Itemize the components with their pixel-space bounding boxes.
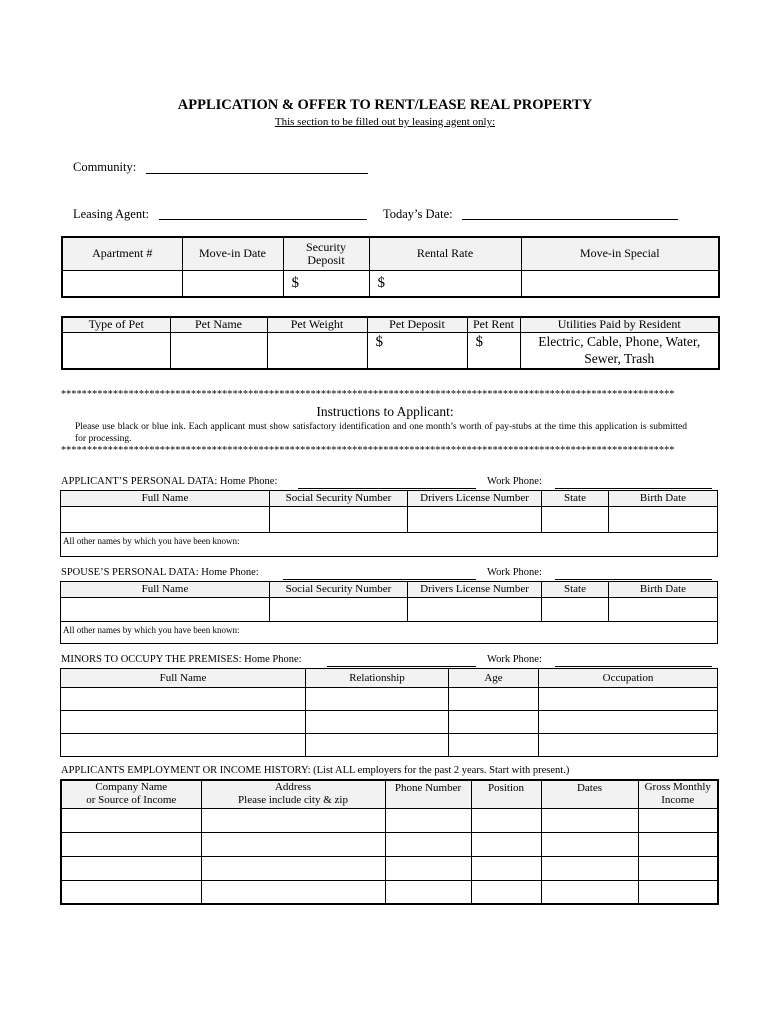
table-row [61, 711, 718, 734]
separator-bottom: ********************************************************************************************************************** [61, 445, 675, 456]
header-address [201, 780, 385, 808]
spouse-work-phone-field[interactable] [555, 579, 712, 580]
minors-section-label: MINORS TO OCCUPY THE PREMISES: Home Phone: [61, 654, 302, 665]
pet-table-row [62, 332, 719, 369]
header-ssn: Social Security Number [270, 491, 408, 507]
income-cell[interactable] [638, 808, 718, 832]
minor-relationship-cell[interactable] [306, 734, 449, 757]
address-cell[interactable] [201, 880, 385, 904]
employer-cell[interactable] [61, 856, 201, 880]
spouse-table [60, 581, 718, 644]
pet-table [61, 316, 720, 370]
apartment-table-header [62, 237, 719, 270]
minor-occupation-cell[interactable] [539, 711, 718, 734]
employment-table [60, 779, 719, 905]
pet-deposit-cell[interactable]: $ [367, 332, 467, 369]
employer-cell[interactable] [61, 880, 201, 904]
header-rental-rate: Rental Rate [369, 237, 521, 270]
table-row [61, 832, 718, 856]
header-company-name [61, 780, 201, 808]
spouse-birth-date-cell[interactable] [609, 598, 718, 622]
header-company-name-line1: Company Name [95, 781, 168, 794]
dates-cell[interactable] [541, 832, 638, 856]
spouse-license-cell[interactable] [408, 598, 542, 622]
security-deposit-cell[interactable]: $ [283, 270, 369, 297]
minor-relationship-cell[interactable] [306, 711, 449, 734]
pet-weight-cell[interactable] [267, 332, 367, 369]
header-phone-number: Phone Number [385, 780, 471, 808]
spouse-table-header [61, 582, 718, 598]
applicant-work-phone-field[interactable] [555, 488, 712, 489]
applicant-data-row [61, 507, 718, 533]
applicant-license-cell[interactable] [408, 507, 542, 533]
address-cell[interactable] [201, 832, 385, 856]
move-in-special-cell[interactable] [521, 270, 719, 297]
apartment-table [61, 236, 720, 298]
header-state: State [542, 491, 609, 507]
header-full-name: Full Name [61, 582, 270, 598]
table-row [61, 808, 718, 832]
phone-cell[interactable] [385, 832, 471, 856]
dates-cell[interactable] [541, 880, 638, 904]
applicant-birth-date-cell[interactable] [609, 507, 718, 533]
applicant-other-names-cell[interactable]: All other names by which you have been known: [61, 533, 718, 557]
minor-name-cell[interactable] [61, 734, 306, 757]
table-row [61, 856, 718, 880]
type-of-pet-cell[interactable] [62, 332, 170, 369]
form-title: APPLICATION & OFFER TO RENT/LEASE REAL PROPERTY [177, 97, 593, 113]
employer-cell[interactable] [61, 832, 201, 856]
minor-age-cell[interactable] [449, 734, 539, 757]
header-state: State [542, 582, 609, 598]
dates-cell[interactable] [541, 856, 638, 880]
header-utilities: Utilities Paid by Resident [520, 317, 719, 332]
apartment-table-row [62, 270, 719, 297]
header-address-line2: Please include city & zip [238, 794, 348, 807]
form-subtitle: This section to be filled out by leasing agent only: [274, 116, 496, 128]
header-apartment-number: Apartment # [62, 237, 182, 270]
applicant-other-names-row [61, 533, 718, 557]
spouse-work-phone-label: Work Phone: [487, 567, 542, 578]
header-pet-name: Pet Name [170, 317, 267, 332]
employer-cell[interactable] [61, 808, 201, 832]
position-cell[interactable] [471, 880, 541, 904]
minor-name-cell[interactable] [61, 711, 306, 734]
header-gross-line1: Gross Monthly [644, 781, 711, 794]
separator-top: ********************************************************************************************************************** [61, 389, 675, 400]
applicant-ssn-cell[interactable] [270, 507, 408, 533]
header-security-deposit: Security Deposit [283, 237, 369, 270]
applicant-full-name-cell[interactable] [61, 507, 270, 533]
employment-section-label: APPLICANTS EMPLOYMENT OR INCOME HISTORY: (List ALL employers for the past 2 years. Start with present.) [61, 765, 570, 776]
applicant-table [60, 490, 718, 557]
minor-name-cell[interactable] [61, 688, 306, 711]
instructions-body: Please use black or blue ink. Each applicant must show satisfactory identification and one month’s worth of pay-stubs at the time this application is submitted for processing. [75, 422, 687, 444]
minors-work-phone-label: Work Phone: [487, 654, 542, 665]
pet-rent-cell[interactable]: $ [467, 332, 520, 369]
minor-occupation-cell[interactable] [539, 688, 718, 711]
leasing-agent-label: Leasing Agent: [73, 207, 150, 221]
spouse-state-cell[interactable] [542, 598, 609, 622]
header-drivers-license: Drivers License Number [408, 491, 542, 507]
minor-age-cell[interactable] [449, 688, 539, 711]
spouse-other-names-cell[interactable]: All other names by which you have been known: [61, 622, 718, 644]
position-cell[interactable] [471, 832, 541, 856]
header-move-in-date: Move-in Date [182, 237, 283, 270]
dates-cell[interactable] [541, 808, 638, 832]
minor-relationship-cell[interactable] [306, 688, 449, 711]
position-cell[interactable] [471, 856, 541, 880]
header-address-line1: Address [274, 781, 312, 794]
header-full-name: Full Name [61, 491, 270, 507]
header-dates: Dates [541, 780, 638, 808]
spouse-other-names-row [61, 622, 718, 644]
address-cell[interactable] [201, 808, 385, 832]
header-birth-date: Birth Date [609, 491, 718, 507]
address-cell[interactable] [201, 856, 385, 880]
applicant-table-header [61, 491, 718, 507]
move-in-date-cell[interactable] [182, 270, 283, 297]
minor-occupation-cell[interactable] [539, 734, 718, 757]
income-cell[interactable] [638, 832, 718, 856]
utilities-cell: Electric, Cable, Phone, Water, Sewer, Trash [520, 332, 719, 369]
minors-table-header [61, 669, 718, 688]
employment-table-header [61, 780, 718, 808]
pet-name-cell[interactable] [170, 332, 267, 369]
spouse-full-name-cell[interactable] [61, 598, 270, 622]
table-row [61, 880, 718, 904]
header-ssn: Social Security Number [270, 582, 408, 598]
header-pet-rent: Pet Rent [467, 317, 520, 332]
rental-rate-cell[interactable]: $ [369, 270, 521, 297]
phone-cell[interactable] [385, 808, 471, 832]
income-cell[interactable] [638, 880, 718, 904]
header-occupation: Occupation [539, 669, 718, 688]
minors-table [60, 668, 718, 757]
header-company-name-line2: or Source of Income [86, 794, 177, 807]
header-drivers-license: Drivers License Number [408, 582, 542, 598]
header-pet-deposit: Pet Deposit [367, 317, 467, 332]
header-minor-full-name: Full Name [61, 669, 306, 688]
minors-home-phone-field[interactable] [327, 666, 476, 667]
spouse-section-label: SPOUSE’S PERSONAL DATA: Home Phone: [61, 567, 259, 578]
header-move-in-special: Move-in Special [521, 237, 719, 270]
pet-table-header [62, 317, 719, 332]
header-gross-line2: Income [661, 794, 695, 807]
phone-cell[interactable] [385, 856, 471, 880]
header-type-of-pet: Type of Pet [62, 317, 170, 332]
position-cell[interactable] [471, 808, 541, 832]
header-pet-weight: Pet Weight [267, 317, 367, 332]
phone-cell[interactable] [385, 880, 471, 904]
header-position: Position [471, 780, 541, 808]
table-row [61, 734, 718, 757]
todays-date-label: Today’s Date: [383, 207, 453, 221]
table-row [61, 688, 718, 711]
minor-age-cell[interactable] [449, 711, 539, 734]
todays-date-field[interactable] [462, 219, 678, 220]
header-relationship: Relationship [306, 669, 449, 688]
header-birth-date: Birth Date [609, 582, 718, 598]
applicant-work-phone-label: Work Phone: [487, 476, 542, 487]
header-age: Age [449, 669, 539, 688]
applicant-state-cell[interactable] [542, 507, 609, 533]
leasing-agent-field[interactable] [159, 219, 367, 220]
instructions-heading: Instructions to Applicant: [316, 404, 454, 419]
apartment-number-cell[interactable] [62, 270, 182, 297]
header-gross-monthly-income [638, 780, 718, 808]
community-label: Community: [73, 160, 137, 174]
spouse-home-phone-field[interactable] [283, 579, 476, 580]
community-field[interactable] [146, 173, 368, 174]
spouse-ssn-cell[interactable] [270, 598, 408, 622]
income-cell[interactable] [638, 856, 718, 880]
minors-work-phone-field[interactable] [555, 666, 712, 667]
applicant-section-label: APPLICANT’S PERSONAL DATA: Home Phone: [61, 476, 278, 487]
spouse-data-row [61, 598, 718, 622]
applicant-home-phone-field[interactable] [298, 488, 476, 489]
